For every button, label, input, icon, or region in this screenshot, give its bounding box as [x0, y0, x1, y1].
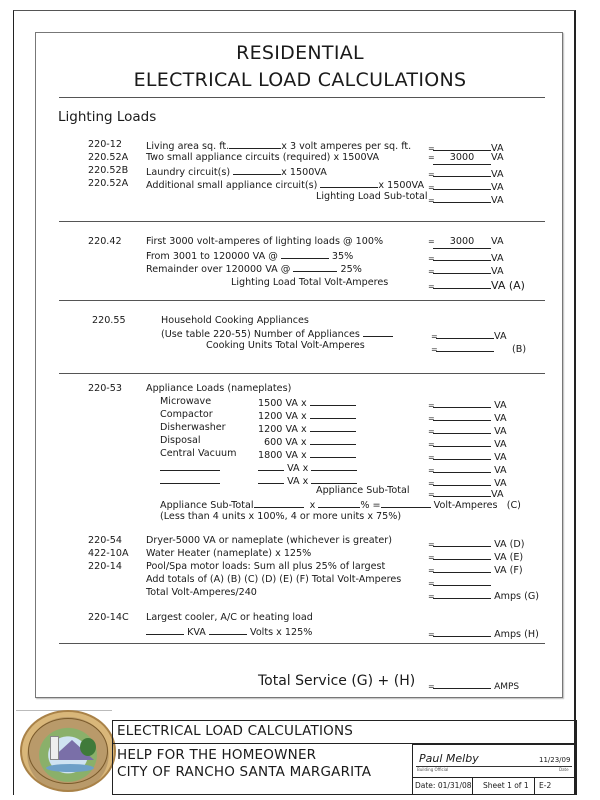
demand-row-1: First 3000 volt-amperes of lighting loads @ 100% — [146, 236, 384, 247]
row-text: (Use table 220-55) Number of Appliances — [161, 329, 360, 340]
answer-field: = 3000 VA — [428, 236, 504, 247]
section-divider — [59, 643, 545, 644]
value-input[interactable] — [436, 327, 494, 339]
row-text: % = — [360, 500, 381, 511]
unit-label: VA — [494, 426, 507, 437]
number-of-appliances-input[interactable] — [363, 327, 393, 337]
quantity-input[interactable] — [310, 409, 356, 419]
row-text: Volts x 125% — [250, 627, 313, 638]
value-input[interactable]: 3000 — [433, 153, 491, 165]
row-description: Total Volt-Amperes/240 — [146, 587, 257, 598]
value-input[interactable] — [433, 625, 491, 637]
value-input[interactable] — [433, 262, 491, 274]
va-rating: 1200 VA x — [258, 411, 307, 422]
unit-label: VA — [491, 266, 504, 277]
row-text: Living area sq. ft. — [146, 141, 230, 152]
code-ref: 220.55 — [92, 315, 126, 326]
unit-label: VA — [494, 478, 507, 489]
value-input[interactable] — [433, 461, 491, 473]
value-input[interactable]: 3000 — [433, 237, 491, 249]
quantity-input[interactable] — [310, 422, 356, 432]
cooler-heading: Largest cooler, A/C or heating load — [146, 612, 313, 623]
answer-field: = 3000 VA — [428, 152, 504, 163]
appliance-name: Disposal — [160, 435, 201, 446]
answer-field: = VA — [431, 327, 507, 342]
city-seal-logo — [20, 710, 116, 792]
seal-water — [46, 764, 94, 772]
row-description: Two small appliance circuits (required) x 1500VA — [146, 152, 380, 163]
answer-field: = VA — [428, 422, 507, 437]
title-block-subtitle-1: HELP FOR THE HOMEOWNER — [117, 747, 317, 763]
unit-label: VA — [494, 452, 507, 463]
unit-label: VA (F) — [494, 565, 523, 576]
appliance-va-input[interactable] — [258, 461, 284, 471]
value-input[interactable] — [433, 139, 491, 151]
appliance-subtotal-input[interactable] — [254, 498, 304, 508]
unit-label: VA — [491, 236, 504, 247]
answer-field: = VA — [428, 474, 507, 489]
cooking-total-field: = (B) — [431, 340, 526, 355]
code-ref: 220.52A — [88, 178, 129, 189]
signature-date: 11/23/09 — [539, 756, 571, 764]
quantity-input[interactable] — [311, 474, 357, 484]
cooler-answer-field: = Amps (H) — [428, 625, 539, 640]
appliance-name: Microwave — [160, 396, 212, 407]
unit-label: VA — [491, 169, 504, 180]
cooking-appliances-row — [161, 327, 393, 340]
appliance-va — [258, 422, 356, 435]
additional-circuits-input[interactable] — [320, 178, 378, 188]
unit-label: VA — [494, 465, 507, 476]
percent-input[interactable] — [318, 498, 360, 508]
code-ref: 220.52B — [88, 165, 129, 176]
answer-field: = VA — [428, 249, 504, 264]
title-block-title: ELECTRICAL LOAD CALCULATIONS — [117, 723, 354, 739]
row-text: Appliance Sub-Total — [160, 500, 254, 511]
unit-label: VA — [494, 331, 507, 342]
row-description: Water Heater (nameplate) x 125% — [146, 548, 312, 559]
row-text: Additional small appliance circuit(s) — [146, 180, 318, 191]
row-description: Pool/Spa motor loads: Sum all plus 25% of largest — [146, 561, 386, 572]
row-text: KVA — [187, 627, 206, 638]
seal-tower — [50, 736, 59, 760]
appliance-va-input[interactable] — [381, 498, 431, 508]
answer-field: = VA — [428, 262, 504, 277]
answer-field: = VA — [428, 435, 507, 450]
code-ref: 220.52A — [88, 152, 129, 163]
answer-field: = VA (D) — [428, 535, 525, 550]
answer-field: = VA — [428, 396, 507, 411]
unit-label: VA — [491, 253, 504, 264]
appliance-name: Central Vacuum — [160, 448, 237, 459]
code-ref: 422-10A — [88, 548, 129, 559]
code-ref: 220.42 — [88, 236, 122, 247]
value-input[interactable] — [433, 574, 491, 586]
row-text: x — [309, 500, 316, 511]
row-text: Remainder over 120000 VA @ — [146, 264, 291, 275]
lighting-total-field: = VA (A) — [428, 279, 525, 292]
va-rating: 1800 VA x — [258, 450, 307, 461]
answer-field: = Amps (G) — [428, 587, 539, 602]
answer-field: = VA (F) — [428, 561, 523, 576]
value-input[interactable] — [433, 677, 491, 689]
value-input[interactable] — [433, 249, 491, 261]
appliance-va — [258, 396, 356, 409]
row-text: x 1500VA — [378, 180, 425, 191]
va-rating: 600 VA x — [264, 437, 307, 448]
cooking-heading: Household Cooking Appliances — [161, 315, 309, 326]
unit-label: VA — [494, 400, 507, 411]
unit-label: Amps (G) — [494, 591, 540, 602]
value-input[interactable] — [436, 340, 494, 352]
unit-label: VA (E) — [494, 552, 524, 563]
va-rating: VA x — [287, 476, 309, 487]
appliance-name-blank — [160, 461, 220, 474]
answer-field: = VA — [428, 139, 504, 154]
unit-label: VA — [491, 152, 504, 163]
cooking-total-label: Cooking Units Total Volt-Amperes — [206, 340, 365, 351]
demand-row-2 — [146, 249, 353, 262]
laundry-count-input[interactable] — [233, 165, 281, 175]
title-block-subtitle-2: CITY OF RANCHO SANTA MARGARITA — [117, 764, 372, 780]
row-text: 25% — [340, 264, 362, 275]
unit-label: Volt-Amperes — [433, 500, 498, 511]
date-caption: Date — [559, 767, 569, 772]
sheet-code: E-2 — [539, 781, 552, 790]
total-service-field: = AMPS — [428, 677, 519, 692]
answer-field: = VA (E) — [428, 548, 523, 563]
row-text: From 3001 to 120000 VA @ — [146, 251, 278, 262]
quantity-input[interactable] — [310, 396, 356, 406]
answer-field: = VA — [428, 409, 507, 424]
sheet-number: Sheet 1 of 1 — [483, 781, 529, 790]
lighting-total-label: Lighting Load Total Volt-Amperes — [231, 277, 389, 288]
quantity-input[interactable] — [310, 448, 356, 458]
value-input[interactable] — [433, 409, 491, 421]
unit-label: VA — [491, 182, 504, 193]
row-text: Laundry circuit(s) — [146, 167, 231, 178]
row-description — [146, 165, 327, 178]
value-input[interactable] — [433, 277, 491, 289]
value-input[interactable] — [433, 178, 491, 190]
answer-field: = VA — [428, 165, 504, 180]
answer-field: = — [428, 574, 491, 589]
sq-ft-input[interactable] — [229, 139, 281, 149]
unit-label: VA — [491, 195, 504, 206]
code-ref: 220-14 — [88, 561, 122, 572]
code-ref: 220-14C — [88, 612, 129, 623]
section-divider — [59, 300, 545, 301]
va-rating: VA x — [287, 463, 309, 474]
value-input[interactable] — [433, 191, 491, 203]
section-divider — [59, 373, 545, 374]
title-divider — [59, 97, 545, 98]
volts-input[interactable] — [209, 625, 247, 635]
value-input[interactable] — [433, 396, 491, 408]
appliance-name: Disherwasher — [160, 422, 226, 433]
section-heading-lighting-loads: Lighting Loads — [58, 109, 157, 125]
appliance-note: (Less than 4 units x 100%, 4 or more units x 75%) — [160, 511, 402, 522]
appliance-va — [258, 461, 357, 474]
quantity-input[interactable] — [311, 461, 357, 471]
document-title-line2: ELECTRICAL LOAD CALCULATIONS — [133, 69, 467, 91]
seal-tree — [80, 738, 96, 756]
tag-label: (B) — [512, 344, 527, 355]
appliance-name-input[interactable] — [160, 461, 220, 471]
kva-input[interactable] — [146, 625, 184, 635]
appliance-calc-row — [160, 498, 521, 511]
appliance-name-input[interactable] — [160, 474, 220, 484]
appliance-name-blank — [160, 474, 220, 487]
appliance-name: Compactor — [160, 409, 213, 420]
value-input[interactable] — [433, 165, 491, 177]
row-text: x 3 volt amperes per sq. ft. — [281, 141, 412, 152]
signature-role: Building Official — [417, 767, 449, 772]
row-description: Dryer-5000 VA or nameplate (whichever is greater) — [146, 535, 392, 546]
unit-label: VA — [494, 439, 507, 450]
unit-label: VA — [491, 489, 504, 500]
value-input[interactable] — [433, 548, 491, 560]
unit-label: VA — [494, 413, 507, 424]
value-input[interactable] — [433, 535, 491, 547]
unit-label: Amps (H) — [494, 629, 539, 640]
lighting-subtotal-field: = VA — [428, 191, 504, 206]
value-input[interactable] — [433, 587, 491, 599]
unit-label: VA (D) — [494, 539, 525, 550]
answer-field: = VA — [428, 178, 504, 193]
row-description — [146, 139, 411, 152]
value-input[interactable] — [433, 448, 491, 460]
value-input[interactable] — [433, 485, 491, 497]
row-text: 35% — [331, 251, 354, 262]
appliance-va — [258, 409, 356, 422]
answer-field: = VA — [428, 448, 507, 463]
lighting-subtotal-label: Lighting Load Sub-total — [316, 191, 428, 202]
code-ref: 220-54 — [88, 535, 122, 546]
appliance-va — [264, 435, 356, 448]
code-ref: 220-12 — [88, 139, 122, 150]
demand-row-3 — [146, 262, 362, 275]
quantity-input[interactable] — [310, 435, 356, 445]
demand-35-input[interactable] — [281, 249, 329, 259]
issue-date: Date: 01/31/08 — [415, 781, 472, 790]
value-input[interactable] — [433, 422, 491, 434]
appliance-va — [258, 448, 356, 461]
total-service-label: Total Service (G) + (H) — [258, 673, 416, 689]
value-input[interactable] — [433, 435, 491, 447]
document-title-line1: RESIDENTIAL — [236, 42, 364, 64]
appliances-heading: Appliance Loads (nameplates) — [146, 383, 292, 394]
appliance-subtotal-label: Appliance Sub-Total — [316, 485, 410, 496]
appliance-subtotal-field: = VA — [428, 485, 504, 500]
va-rating: 1500 VA x — [258, 398, 307, 409]
appliance-va-input[interactable] — [258, 474, 284, 484]
unit-label: VA — [491, 143, 504, 154]
row-description — [146, 178, 424, 191]
tag-label: (C) — [506, 500, 521, 511]
section-divider — [59, 221, 545, 222]
cooler-calc-row — [146, 625, 312, 638]
unit-label: AMPS — [494, 682, 520, 692]
signature: Paul Melby — [419, 752, 479, 765]
answer-field: = VA — [428, 461, 507, 476]
row-text: x 1500VA — [281, 167, 327, 178]
demand-25-input[interactable] — [293, 262, 337, 272]
row-description: Add totals of (A) (B) (C) (D) (E) (F) Total Volt-Amperes — [146, 574, 402, 585]
value-input[interactable] — [433, 561, 491, 573]
va-rating: 1200 VA x — [258, 424, 307, 435]
code-ref: 220-53 — [88, 383, 122, 394]
unit-label: VA (A) — [491, 279, 525, 292]
